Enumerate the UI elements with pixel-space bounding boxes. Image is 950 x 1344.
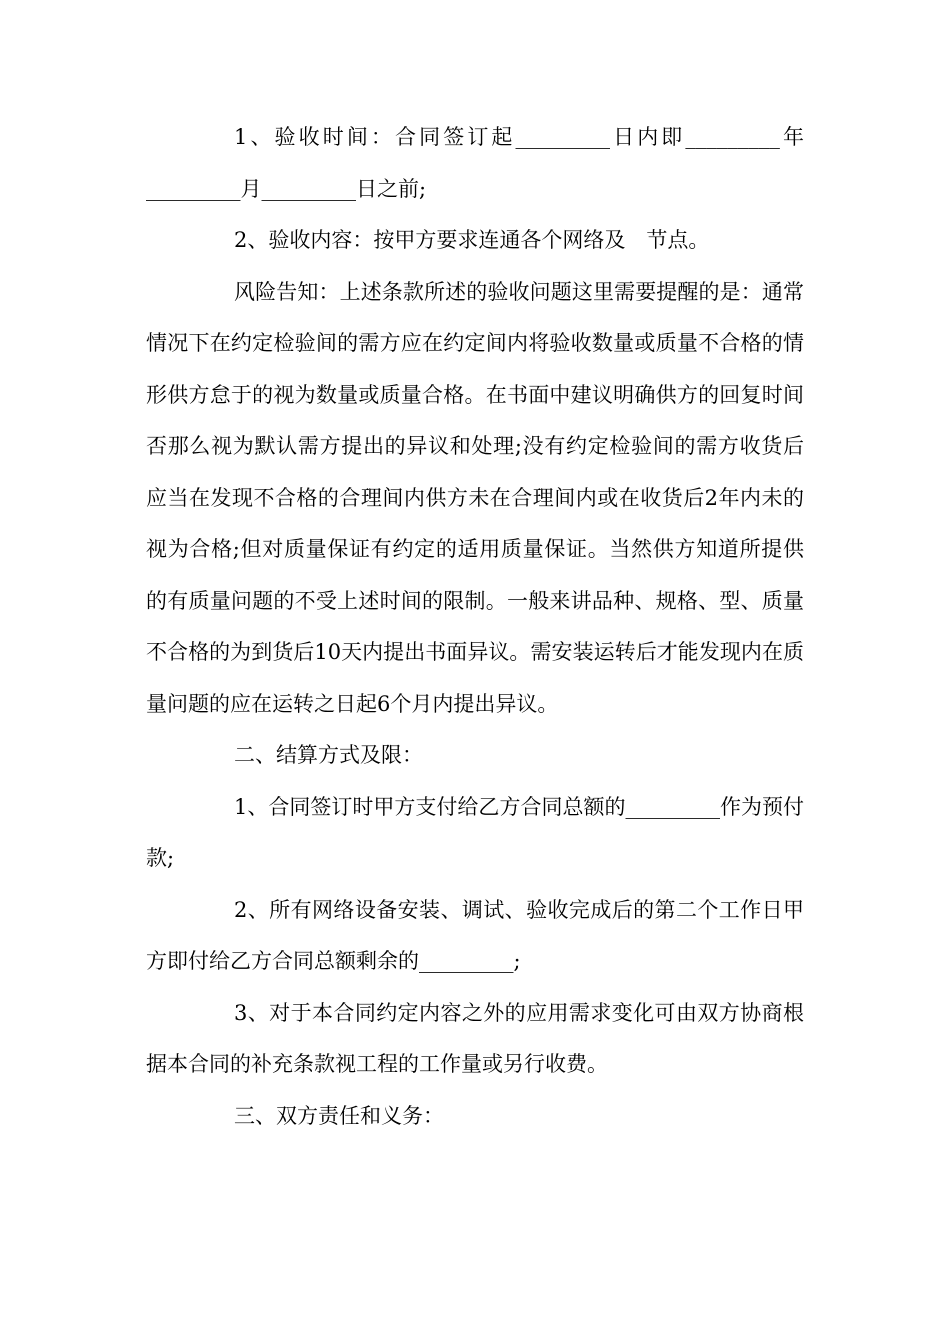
paragraph-acceptance-content: 2、验收内容：按甲方要求连通各个网络及 节点。	[234, 228, 710, 252]
paragraph-risk-notice: 风险告知：上述条款所述的验收问题这里需要提醒的是：通常情况下在约定检验间的需方应在约定间内将验收数量或质量不合格的情形供方怠于的视为数量或质量合格。在书面中建议明确供方的回复时间否那么视为默认需方提出的异议和处理;没有约定检验间的需方收货后应当在发现不合格的合理间内供方未在合理间内或在收货后2年内未的视为合格;但对质量保证有约定的适用质量保证。当然供方知道所提供的有质量问题的不受上述时间的限制。一般来讲品种、规格、型、质量不合格的为到货后10天内提出书面异议。需安装运转后才能发现内在质量问题的应在运转之日起6个月内提出异议。	[146, 279, 804, 716]
section-heading-responsibilities: 三、双方责任和义务：	[234, 1103, 444, 1128]
document-body	[146, 112, 804, 1142]
paragraph-prepayment: 1、合同签订时甲方支付给乙方合同总额的_________作为预付款;	[146, 794, 804, 870]
section-heading-settlement: 二、结算方式及限：	[234, 743, 423, 767]
paragraph-acceptance-time: 1、验收时间：合同签订起_________日内即_________年_________月_________日之前;	[146, 125, 804, 201]
paragraph-final-payment: 2、所有网络设备安装、调试、验收完成后的第二个工作日甲方即付给乙方合同总额剩余的_________;	[146, 897, 804, 973]
paragraph-additional-requirements: 3、对于本合同约定内容之外的应用需求变化可由双方协商根据本合同的补充条款视工程的工作量或另行收费。	[146, 1000, 804, 1076]
